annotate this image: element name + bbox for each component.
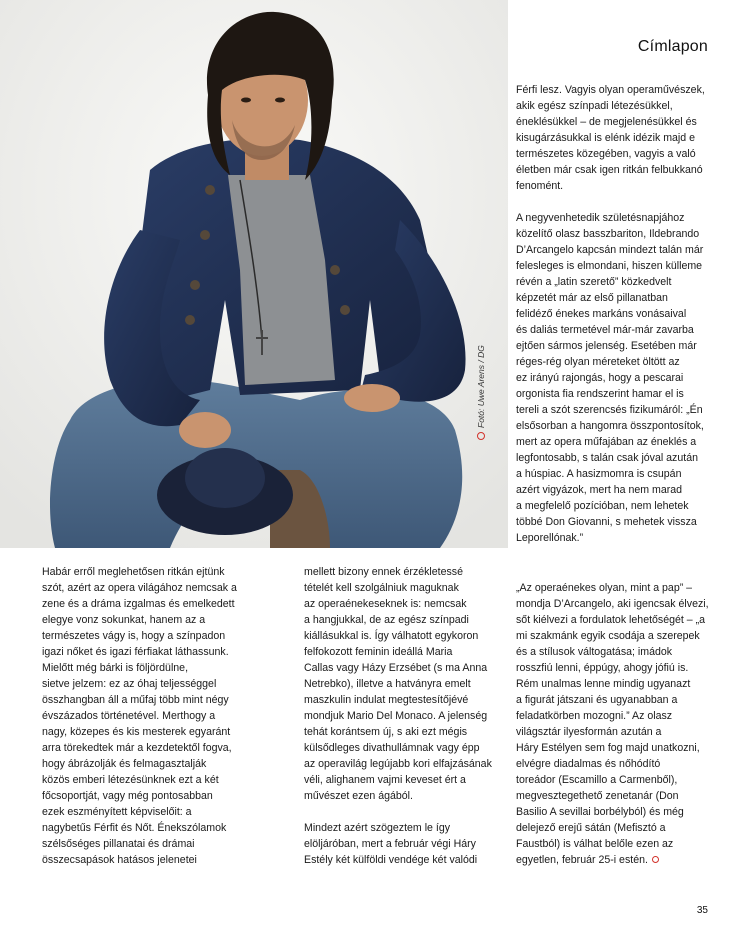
man-in-cardigan-photo (0, 0, 508, 548)
text-line: művészet ezen ágából. (304, 790, 413, 802)
page-number: 35 (696, 905, 708, 916)
last-text-line (516, 852, 709, 868)
text-line: fenomént. (516, 180, 564, 192)
text-line: hogy ábrázolják és felmagasztalják (42, 758, 207, 770)
text-line: Netrebko), illetve a hatványra emelt (304, 678, 471, 690)
text-line: D’Arcangelo kapcsán mindezt talán már (516, 244, 704, 256)
text-line: tehát korántsem új, s aki ezt mégis (304, 726, 468, 738)
text-line: feladatkörben mozogni.” Az olasz (516, 710, 673, 722)
text-line: éneklésükkel – de megjelenésükkel és (516, 116, 697, 128)
article-column-1 (42, 564, 237, 868)
text-line: szélsőséges pillanatai és drámai (42, 838, 195, 850)
text-line: közös emberi létezésünknek ezt a két (42, 774, 219, 786)
text-line: a hangjukkal, de az egész színpadi (304, 614, 469, 626)
text-line: nagybetűs Férfit és Nőt. Énekszólamok (42, 822, 227, 834)
text-line: tételét kell szolgálniuk maguknak (304, 582, 459, 594)
text-line: évszázados történetével. Merthogy a (42, 710, 216, 722)
text-line: természetes közegében, vagyis a való (516, 148, 696, 160)
text-line: delejező erejű sátán (Mefisztó a (516, 822, 666, 834)
text-line: ejtően sármos jelenség. Esetében már (516, 340, 697, 352)
text-line: réges-rég olyan méreteket öltött az (516, 356, 680, 368)
text-line: közelítő olasz basszbariton, Ildebrando (516, 228, 700, 240)
text-line: sietve jelzem: ez az óhaj teljességgel (42, 678, 217, 690)
text-line: szót, azért az opera világához nemcsak a (42, 582, 237, 594)
text-line: összhangban áll a műfaj több mint négy (42, 694, 229, 706)
text-line: Rém unalmas lenne mindig ugyanazt (516, 678, 691, 690)
text-line: életben már csak igen ritkán felbukkanó (516, 164, 703, 176)
text-line: Férfi lesz. Vagyis olyan operaművészek, (516, 84, 705, 96)
text-line: mert az opera műfajában az éneklés a (516, 436, 697, 448)
text-line: maszkulin indulat megtestesítőjévé (304, 694, 469, 706)
text-line: arra törekedtek már a kezdetektől fogva, (42, 742, 232, 754)
article-column-right-top (516, 82, 705, 546)
text-line: felidéző énekes markáns vonásaival (516, 308, 687, 320)
cover-photo (0, 0, 508, 548)
text-line: tereli a szót szerencsés fizikumáról: „Én (516, 404, 703, 416)
text-line: mondjuk Mario Del Monaco. A jelenség (304, 710, 488, 722)
text-line: megvesztegethető zenetanár (Don (516, 790, 679, 802)
text-line: a húspiac. A hasizmomra is csupán (516, 468, 682, 480)
last-line-text: egyetlen, február 25-i estén. (516, 854, 648, 866)
text-line: azért vigyázok, mert ha nem marad (516, 484, 683, 496)
text-line: véli, alighanem vajmi keveset ért a (304, 774, 466, 786)
text-line: mi szakmánk egyik csodája a szerepek (516, 630, 700, 642)
text-line: természetes vágy is, hogy a színpadon (42, 630, 226, 642)
text-line: ezek eszményített képviselőit: a (42, 806, 192, 818)
text-line: a megfelelő pozícióban, nem lehetek (516, 500, 689, 512)
text-line: felesleges is elmondani, hiszen külleme (516, 260, 703, 272)
text-line: mellett bizony ennek érzékletessé (304, 566, 463, 578)
text-line: az operavilág legújabb kori elfajzásának (304, 758, 492, 770)
text-line: főcsoportját, vagy még pontosabban (42, 790, 213, 802)
text-line: zene és a dráma izgalmas és emelkedett (42, 598, 235, 610)
text-line: Faustból) is válhat belőle ezen az (516, 838, 674, 850)
text-line: Leporellónak.” (516, 532, 584, 544)
text-line: mondja D’Arcangelo, aki igencsak élvezi, (516, 598, 709, 610)
article-column-3 (516, 580, 709, 868)
text-line: ez irányú rajongás, hogy a pescarai (516, 372, 684, 384)
text-line: elöljáróban, mert a február végi Háry (304, 838, 476, 850)
text-line: kisugárzásukkal is elénk idézik majd e (516, 132, 695, 144)
text-line: révén a „latin szerető” közkedvelt (516, 276, 672, 288)
text-line: világsztár ilyesformán azután a (516, 726, 662, 738)
text-line: Callas vagy Házy Erzsébet (s ma Anna (304, 662, 488, 674)
section-title: Címlapon (637, 38, 708, 55)
text-line: Habár erről meglehetősen ritkán ejtünk (42, 566, 225, 578)
text-line: felfokozott feminin ideállá Maria (304, 646, 453, 658)
text-line: „Az operaénekes olyan, mint a pap” – (516, 582, 693, 594)
end-of-article-icon (652, 856, 659, 863)
text-line: orgonista fia rendszerint hamar el is (516, 388, 684, 400)
text-line: elegye vonz sokunkat, hanem az a (42, 614, 206, 626)
text-line: Mindezt azért szögeztem le így (304, 822, 451, 834)
text-line: sőt kiélvezi a fordulatok lehetőségét – „a (516, 614, 706, 626)
text-line: Estély két külföldi vendége két valódi (304, 854, 478, 866)
text-line: A negyvenhetedik születésnapjához (516, 212, 685, 224)
text-line: akik egész színpadi létezésükkel, (516, 100, 673, 112)
text-line: elvégre diadalmas és nőhódító (516, 758, 661, 770)
text-line: Háry Estélyen sem fog majd unatkozni, (516, 742, 700, 754)
text-line: összecsapások hatásos jelenetei (42, 854, 197, 866)
paragraph-gap (516, 194, 705, 210)
text-line: a figurát játszani és ugyanabban a (516, 694, 678, 706)
photo-credit (476, 340, 490, 440)
text-line: nagy, közepes és kis mesterek egyaránt (42, 726, 231, 738)
text-line: igazi nőket és igazi férfiakat láthassunk. (42, 646, 229, 658)
article-column-2 (304, 564, 492, 868)
paragraph-gap (304, 804, 492, 820)
text-line: és daliás termetével már-már zavarba (516, 324, 694, 336)
photo-credit-text: Fotó: Uwe Arens / DG (476, 345, 486, 428)
text-line: az operaénekeseknek is: nemcsak (304, 598, 467, 610)
text-line: elsősorban a hangomra összpontosítok, (516, 420, 704, 432)
text-line: többé Don Giovanni, s mehetek vissza (516, 516, 697, 528)
text-line: Mielőtt még bárki is följördülne, (42, 662, 189, 674)
text-line: rosszfiú lenni, éppúgy, ahogy jófiú is. (516, 662, 689, 674)
credit-ring-icon (477, 432, 485, 440)
text-line: Basilio A sevillai borbélyból) és még (516, 806, 684, 818)
text-line: kiállásukkal is. Így válhatott egykoron (304, 630, 479, 642)
text-line: legfontosabb, s talán csak jóval azután (516, 452, 698, 464)
text-line: képzetét már az első pillanatban (516, 292, 668, 304)
text-line: külsődleges divathullámnak vagy épp (304, 742, 480, 754)
text-line: és a stílusok váltogatása; imádok (516, 646, 673, 658)
text-line: toreádor (Escamillo a Carmenből), (516, 774, 678, 786)
